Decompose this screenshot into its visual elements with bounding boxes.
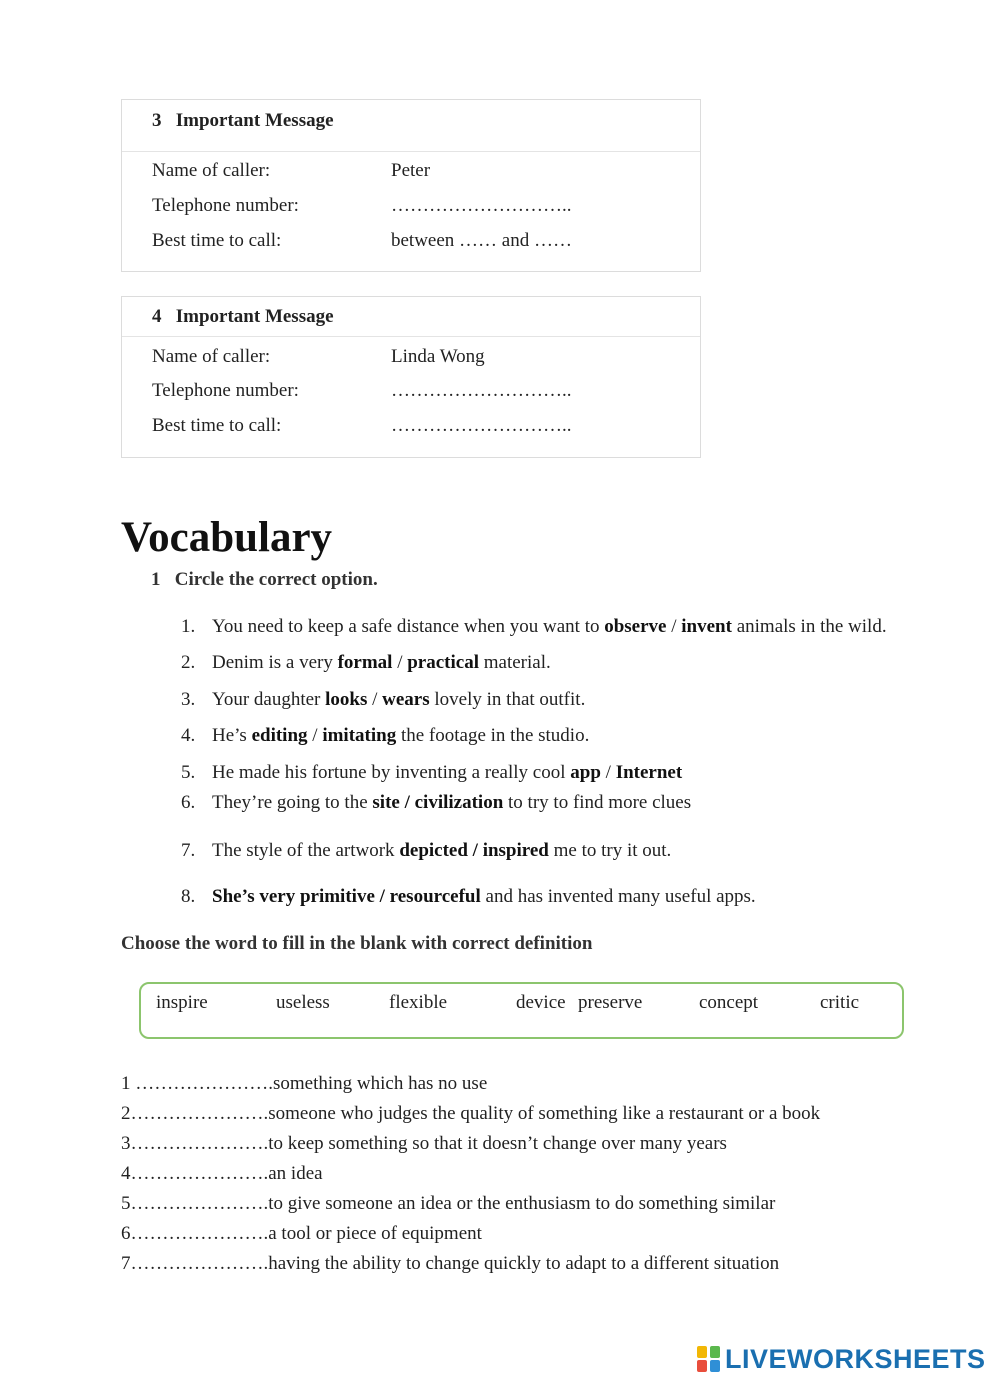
definition-4: 4………………….an idea	[121, 1163, 323, 1184]
option-editing[interactable]: editing	[251, 725, 308, 746]
answer-blank[interactable]: ………………….	[130, 1193, 269, 1214]
best-time-label: Best time to call:	[152, 415, 282, 436]
definitions-instruction: Choose the word to fill in the blank with correct definition	[121, 933, 593, 954]
definition-7: 7………………….having the ability to change quickly to adapt to a different situation	[121, 1253, 780, 1274]
answer-blank[interactable]: ………………….	[130, 1163, 269, 1184]
answer-blank[interactable]: ………………….	[130, 1253, 269, 1274]
option-site-civilization[interactable]: site / civilization	[372, 792, 504, 813]
word-bank-item[interactable]: critic	[820, 992, 860, 1013]
option-observe[interactable]: observe	[604, 616, 667, 637]
word-bank-item[interactable]: preserve	[578, 992, 643, 1013]
message-title: 4 Important Message	[152, 306, 334, 327]
vocabulary-heading: Vocabulary	[121, 514, 333, 561]
logo-text: LIVEWORKSHEETS	[725, 1344, 986, 1374]
logo-blocks-icon	[697, 1346, 721, 1372]
best-time-value[interactable]: between …… and ……	[391, 230, 572, 251]
message-box-3	[121, 99, 701, 272]
caller-name-label: Name of caller:	[152, 346, 271, 367]
definition-3: 3………………….to keep something so that it doesn’t change over many years	[121, 1133, 727, 1154]
telephone-value[interactable]: ………………………..	[391, 195, 572, 216]
word-bank-item[interactable]: concept	[699, 992, 759, 1013]
telephone-label: Telephone number:	[152, 195, 299, 216]
word-bank-item[interactable]: flexible	[389, 992, 448, 1013]
word-bank	[139, 982, 904, 1039]
option-depicted-inspired[interactable]: depicted / inspired	[399, 840, 549, 861]
answer-blank[interactable]: ………………….	[130, 1223, 269, 1244]
best-time-value[interactable]: ………………………..	[391, 415, 572, 436]
option-primitive-resourceful[interactable]: She’s very primitive / resourceful	[212, 886, 481, 907]
option-app[interactable]: app	[570, 762, 601, 783]
caller-name-value: Linda Wong	[391, 346, 485, 367]
message-header	[122, 297, 700, 337]
option-formal[interactable]: formal	[337, 652, 393, 673]
definition-1: 1 ………………….something which has no use	[121, 1073, 488, 1094]
definition-2: 2………………….someone who judges the quality of something like a restaurant or a book	[121, 1103, 821, 1124]
word-bank-item[interactable]: device	[516, 992, 566, 1013]
message-header	[122, 100, 700, 152]
option-imitating[interactable]: imitating	[322, 725, 397, 746]
message-box-4	[121, 296, 701, 458]
definition-6: 6………………….a tool or piece of equipment	[121, 1223, 482, 1244]
answer-blank[interactable]: ………………….	[135, 1073, 273, 1094]
best-time-label: Best time to call:	[152, 230, 282, 251]
caller-name-label: Name of caller:	[152, 160, 271, 181]
answer-blank[interactable]: ………………….	[130, 1133, 269, 1154]
message-title: 3 Important Message	[152, 110, 334, 131]
option-internet[interactable]: Internet	[615, 762, 683, 783]
option-looks[interactable]: looks	[325, 689, 368, 710]
word-bank-item[interactable]: useless	[276, 992, 330, 1013]
definition-5: 5………………….to give someone an idea or the enthusiasm to do something similar	[121, 1193, 776, 1214]
answer-blank[interactable]: ………………….	[130, 1103, 269, 1124]
option-invent[interactable]: invent	[681, 616, 732, 637]
word-bank-item[interactable]: inspire	[156, 992, 208, 1013]
option-wears[interactable]: wears	[382, 689, 430, 710]
caller-name-value: Peter	[391, 160, 431, 181]
telephone-value[interactable]: ………………………..	[391, 380, 572, 401]
telephone-label: Telephone number:	[152, 380, 299, 401]
option-practical[interactable]: practical	[407, 652, 479, 673]
task-instruction: 1 Circle the correct option.	[151, 569, 378, 590]
